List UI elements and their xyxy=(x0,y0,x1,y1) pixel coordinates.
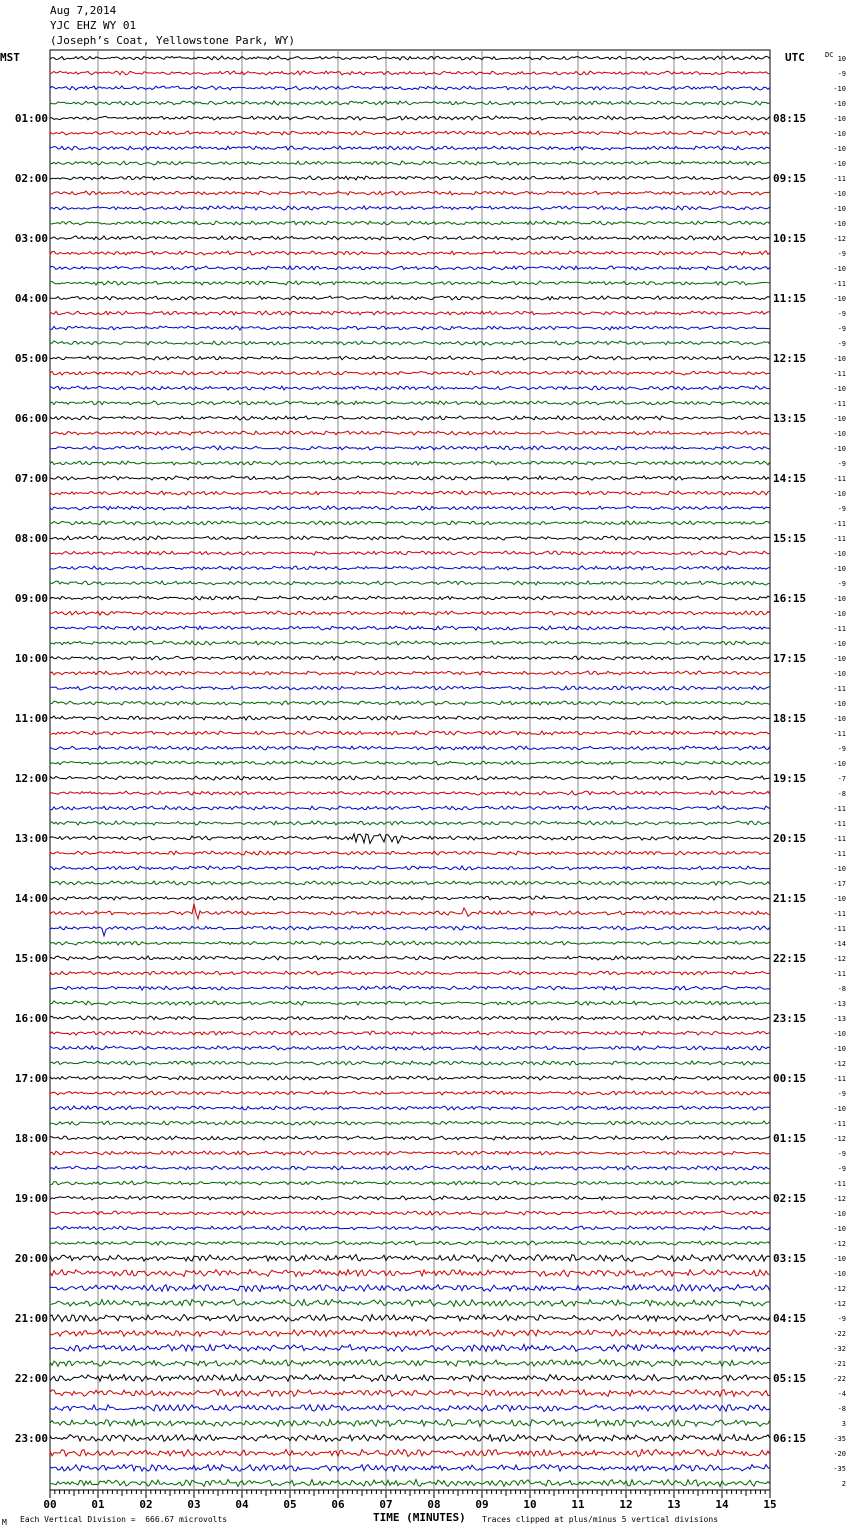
dc-offset-label: -12 xyxy=(833,235,846,243)
left-hour-label: 01:00 xyxy=(14,112,48,125)
dc-offset-label: -10 xyxy=(833,1255,846,1263)
seismic-trace xyxy=(50,1076,770,1080)
seismic-trace xyxy=(50,266,770,270)
seismic-trace xyxy=(50,1241,770,1245)
dc-offset-label: -10 xyxy=(833,130,846,138)
left-hour-label: 06:00 xyxy=(14,412,48,425)
seismic-trace xyxy=(50,1300,770,1307)
seismic-trace xyxy=(50,1001,770,1005)
left-hour-label: 22:00 xyxy=(14,1372,48,1385)
dc-offset-label: -8 xyxy=(837,790,846,798)
right-hour-label: 11:15 xyxy=(773,292,807,305)
dc-offset-label: -10 xyxy=(833,265,846,273)
dc-offset-label: -10 xyxy=(833,205,846,213)
dc-offset-label: -10 xyxy=(833,220,846,228)
dc-offset-label: -12 xyxy=(833,1135,846,1143)
dc-offset-label: 3 xyxy=(841,1420,846,1428)
seismic-trace xyxy=(50,701,770,705)
dc-offset-label: -11 xyxy=(833,1180,846,1188)
location-label: (Joseph’s Coat, Yellowstone Park, WY) xyxy=(50,34,296,47)
seismic-trace xyxy=(50,341,770,345)
dc-offset-label: -9 xyxy=(837,745,846,753)
dc-offset-label: -10 xyxy=(833,415,846,423)
dc-offset-label: -14 xyxy=(833,940,846,948)
x-tick-label: 02 xyxy=(139,1498,153,1511)
seismic-trace xyxy=(50,551,770,555)
dc-offset-label: -22 xyxy=(833,1375,846,1383)
seismic-trace xyxy=(50,161,770,165)
seismic-trace xyxy=(50,1166,770,1170)
right-hour-label: 12:15 xyxy=(773,352,807,365)
right-hour-label: 19:15 xyxy=(773,772,807,785)
seismic-trace xyxy=(50,206,770,210)
dc-offset-label: -10 xyxy=(833,1225,846,1233)
left-hour-label: 11:00 xyxy=(14,712,48,725)
dc-offset-label: -10 xyxy=(833,115,846,123)
seismic-trace xyxy=(50,881,770,885)
seismic-trace xyxy=(50,866,770,870)
dc-offset-label: -10 xyxy=(833,895,846,903)
seismic-trace xyxy=(50,1435,770,1442)
dc-offset-label: 10 xyxy=(837,55,846,63)
seismic-trace xyxy=(50,416,770,420)
seismic-trace xyxy=(50,296,770,300)
left-hour-label: 03:00 xyxy=(14,232,48,245)
seismic-trace xyxy=(50,446,770,450)
dc-offset-label: -7 xyxy=(837,775,846,783)
seismic-trace xyxy=(50,776,770,780)
left-hour-label: 08:00 xyxy=(14,532,48,545)
dc-offset-label: -10 xyxy=(833,760,846,768)
seismic-trace xyxy=(50,834,770,844)
right-hour-label: 22:15 xyxy=(773,952,807,965)
dc-offset-label: -9 xyxy=(837,70,846,78)
right-hour-label: 16:15 xyxy=(773,592,807,605)
dc-offset-label: -8 xyxy=(837,1405,846,1413)
seismic-trace xyxy=(50,671,770,675)
seismic-trace xyxy=(50,1420,770,1427)
dc-offset-label: -10 xyxy=(833,595,846,603)
seismic-trace xyxy=(50,116,770,120)
seismic-trace xyxy=(50,641,770,645)
left-hour-label: 10:00 xyxy=(14,652,48,665)
corner-mark: M xyxy=(2,1518,7,1527)
seismic-trace xyxy=(50,1405,770,1412)
seismic-trace xyxy=(50,596,770,600)
seismic-trace xyxy=(50,251,770,255)
seismic-trace xyxy=(50,146,770,150)
dc-offset-label: -10 xyxy=(833,160,846,168)
dc-offset-label: -9 xyxy=(837,325,846,333)
right-hour-label: 01:15 xyxy=(773,1132,807,1145)
left-hour-label: 04:00 xyxy=(14,292,48,305)
seismic-trace xyxy=(50,1091,770,1095)
right-hour-label: 04:15 xyxy=(773,1312,807,1325)
dc-offset-label: -9 xyxy=(837,250,846,258)
dc-offset-label: -11 xyxy=(833,730,846,738)
seismic-trace xyxy=(50,371,770,375)
dc-offset-label: -11 xyxy=(833,1120,846,1128)
dc-offset-label: -21 xyxy=(833,1360,846,1368)
dc-offset-label: -10 xyxy=(833,655,846,663)
right-hour-label: 14:15 xyxy=(773,472,807,485)
seismic-trace xyxy=(50,1031,770,1035)
dc-offset-label: -8 xyxy=(837,985,846,993)
dc-label: DC xyxy=(825,51,834,59)
seismic-trace xyxy=(50,1344,770,1351)
seismic-trace xyxy=(50,476,770,480)
seismic-trace xyxy=(50,731,770,735)
right-hour-label: 20:15 xyxy=(773,832,807,845)
seismic-trace xyxy=(50,1106,770,1110)
right-hour-label: 23:15 xyxy=(773,1012,807,1025)
dc-offset-label: -12 xyxy=(833,1060,846,1068)
seismic-trace xyxy=(50,986,770,990)
right-hour-label: 00:15 xyxy=(773,1072,807,1085)
dc-offset-label: -10 xyxy=(833,865,846,873)
seismic-trace xyxy=(50,221,770,225)
dc-offset-label: -35 xyxy=(833,1465,846,1473)
seismic-trace xyxy=(50,1136,770,1140)
seismic-trace xyxy=(50,386,770,390)
dc-offset-label: -12 xyxy=(833,1300,846,1308)
seismic-trace xyxy=(50,461,770,465)
seismic-trace xyxy=(50,686,770,690)
dc-offset-label: -10 xyxy=(833,85,846,93)
x-tick-label: 15 xyxy=(763,1498,777,1511)
right-hour-label: 10:15 xyxy=(773,232,807,245)
dc-offset-label: -9 xyxy=(837,1165,846,1173)
seismic-trace xyxy=(50,521,770,525)
right-hour-label: 13:15 xyxy=(773,412,807,425)
dc-offset-label: -9 xyxy=(837,1090,846,1098)
dc-offset-label: -32 xyxy=(833,1345,846,1353)
seismic-trace xyxy=(50,1315,770,1322)
left-hour-label: 12:00 xyxy=(14,772,48,785)
right-timezone-label: UTC xyxy=(785,51,805,64)
dc-offset-label: -10 xyxy=(833,1045,846,1053)
x-tick-label: 11 xyxy=(571,1498,585,1511)
right-hour-label: 09:15 xyxy=(773,172,807,185)
dc-offset-label: -9 xyxy=(837,505,846,513)
left-hour-label: 14:00 xyxy=(14,892,48,905)
dc-offset-label: -11 xyxy=(833,835,846,843)
left-hour-label: 23:00 xyxy=(14,1432,48,1445)
dc-offset-label: -12 xyxy=(833,1195,846,1203)
left-timezone-label: MST xyxy=(0,51,20,64)
dc-offset-label: -13 xyxy=(833,1000,846,1008)
dc-offset-label: -10 xyxy=(833,490,846,498)
dc-offset-label: -11 xyxy=(833,805,846,813)
seismic-trace xyxy=(50,1285,770,1292)
dc-offset-label: -9 xyxy=(837,580,846,588)
x-tick-label: 14 xyxy=(715,1498,729,1511)
left-hour-label: 17:00 xyxy=(14,1072,48,1085)
seismic-trace xyxy=(50,1151,770,1155)
seismic-trace xyxy=(50,821,770,825)
seismic-trace xyxy=(50,1330,770,1337)
seismic-trace xyxy=(50,1390,770,1397)
seismic-trace xyxy=(50,581,770,585)
seismic-trace xyxy=(50,326,770,330)
left-hour-label: 18:00 xyxy=(14,1132,48,1145)
seismic-trace xyxy=(50,926,770,936)
x-tick-label: 08 xyxy=(427,1498,441,1511)
dc-offset-label: -10 xyxy=(833,445,846,453)
seismic-trace xyxy=(50,1226,770,1230)
dc-offset-label: -35 xyxy=(833,1435,846,1443)
seismic-trace xyxy=(50,1255,770,1262)
dc-offset-label: -11 xyxy=(833,400,846,408)
x-tick-label: 06 xyxy=(331,1498,345,1511)
left-hour-label: 19:00 xyxy=(14,1192,48,1205)
x-tick-label: 03 xyxy=(187,1498,201,1511)
seismic-trace xyxy=(50,746,770,750)
dc-offset-label: -10 xyxy=(833,610,846,618)
right-hour-label: 17:15 xyxy=(773,652,807,665)
left-hour-label: 20:00 xyxy=(14,1252,48,1265)
dc-offset-label: -10 xyxy=(833,1105,846,1113)
dc-offset-label: -11 xyxy=(833,175,846,183)
dc-offset-label: -10 xyxy=(833,715,846,723)
seismic-trace xyxy=(50,716,770,720)
seismic-trace xyxy=(50,356,770,360)
dc-offset-label: -10 xyxy=(833,1030,846,1038)
seismic-trace xyxy=(50,761,770,765)
seismic-trace xyxy=(50,536,770,540)
scale-note: Each Vertical Division = 666.67 microvolts xyxy=(20,1515,228,1524)
dc-offset-label: 2 xyxy=(841,1480,846,1488)
seismic-trace xyxy=(50,101,770,105)
seismic-trace xyxy=(50,971,770,975)
dc-offset-label: -10 xyxy=(833,430,846,438)
dc-offset-label: -10 xyxy=(833,550,846,558)
dc-offset-label: -10 xyxy=(833,1270,846,1278)
seismic-trace xyxy=(50,904,770,919)
x-tick-label: 07 xyxy=(379,1498,393,1511)
seismic-trace xyxy=(50,191,770,195)
seismic-trace xyxy=(50,1061,770,1065)
x-axis-label: TIME (MINUTES) xyxy=(373,1511,466,1524)
seismic-trace xyxy=(50,1196,770,1200)
dc-offset-label: -10 xyxy=(833,355,846,363)
right-hour-label: 02:15 xyxy=(773,1192,807,1205)
left-hour-label: 16:00 xyxy=(14,1012,48,1025)
seismic-trace xyxy=(50,1121,770,1125)
seismic-trace xyxy=(50,941,770,945)
dc-offset-label: -10 xyxy=(833,670,846,678)
seismic-trace xyxy=(50,956,770,960)
seismic-trace xyxy=(50,236,770,240)
seismic-trace xyxy=(50,1016,770,1020)
dc-offset-label: -10 xyxy=(833,100,846,108)
dc-offset-label: -10 xyxy=(833,700,846,708)
dc-offset-label: -11 xyxy=(833,970,846,978)
seismic-trace xyxy=(50,1211,770,1215)
x-tick-label: 00 xyxy=(43,1498,57,1511)
seismic-trace xyxy=(50,431,770,435)
left-hour-label: 13:00 xyxy=(14,832,48,845)
dc-offset-label: -10 xyxy=(833,565,846,573)
seismic-trace xyxy=(50,281,770,285)
right-hour-label: 15:15 xyxy=(773,532,807,545)
seismic-trace xyxy=(50,1360,770,1367)
right-hour-label: 06:15 xyxy=(773,1432,807,1445)
seismic-trace xyxy=(50,611,770,615)
dc-offset-label: -10 xyxy=(833,295,846,303)
date-label: Aug 7,2014 xyxy=(50,4,117,17)
clip-note: Traces clipped at plus/minus 5 vertical divisions xyxy=(482,1515,719,1524)
seismic-trace xyxy=(50,1480,770,1487)
dc-offset-label: -9 xyxy=(837,310,846,318)
x-tick-label: 13 xyxy=(667,1498,681,1511)
dc-offset-label: -17 xyxy=(833,880,846,888)
dc-offset-label: -12 xyxy=(833,955,846,963)
dc-offset-label: -9 xyxy=(837,1150,846,1158)
dc-offset-label: -20 xyxy=(833,1450,846,1458)
seismic-trace xyxy=(50,1270,770,1277)
seismic-trace xyxy=(50,896,770,900)
left-hour-label: 09:00 xyxy=(14,592,48,605)
right-hour-label: 21:15 xyxy=(773,892,807,905)
seismic-trace xyxy=(50,1046,770,1050)
dc-offset-label: -11 xyxy=(833,685,846,693)
seismic-trace xyxy=(50,71,770,75)
left-hour-label: 02:00 xyxy=(14,172,48,185)
dc-offset-label: -11 xyxy=(833,535,846,543)
seismic-trace xyxy=(50,1181,770,1185)
seismic-trace xyxy=(50,56,770,60)
left-hour-label: 07:00 xyxy=(14,472,48,485)
seismic-trace xyxy=(50,1450,770,1457)
right-hour-label: 05:15 xyxy=(773,1372,807,1385)
dc-offset-label: -10 xyxy=(833,1210,846,1218)
dc-offset-label: -11 xyxy=(833,520,846,528)
seismic-trace xyxy=(50,506,770,510)
dc-offset-label: -11 xyxy=(833,850,846,858)
right-hour-label: 18:15 xyxy=(773,712,807,725)
x-tick-label: 12 xyxy=(619,1498,633,1511)
dc-offset-label: -11 xyxy=(833,475,846,483)
dc-offset-label: -9 xyxy=(837,460,846,468)
dc-offset-label: -11 xyxy=(833,1075,846,1083)
seismic-trace xyxy=(50,791,770,795)
seismic-trace xyxy=(50,311,770,315)
dc-offset-label: -11 xyxy=(833,820,846,828)
right-hour-label: 08:15 xyxy=(773,112,807,125)
dc-offset-label: -11 xyxy=(833,625,846,633)
seismic-trace xyxy=(50,1375,770,1382)
left-hour-label: 15:00 xyxy=(14,952,48,965)
dc-offset-label: -4 xyxy=(837,1390,846,1398)
dc-offset-label: -11 xyxy=(833,280,846,288)
x-tick-label: 05 xyxy=(283,1498,297,1511)
dc-offset-label: -12 xyxy=(833,1285,846,1293)
seismic-trace xyxy=(50,656,770,660)
seismic-trace xyxy=(50,851,770,855)
x-tick-label: 04 xyxy=(235,1498,249,1511)
right-hour-label: 03:15 xyxy=(773,1252,807,1265)
dc-offset-label: -13 xyxy=(833,1015,846,1023)
seismic-trace xyxy=(50,131,770,135)
seismic-trace xyxy=(50,491,770,495)
seismic-trace xyxy=(50,401,770,405)
seismic-trace xyxy=(50,806,770,810)
station-label: YJC EHZ WY 01 xyxy=(50,19,137,32)
seismic-trace xyxy=(50,1465,770,1472)
dc-offset-label: -10 xyxy=(833,145,846,153)
dc-offset-label: -10 xyxy=(833,640,846,648)
seismic-trace xyxy=(50,566,770,570)
left-hour-label: 05:00 xyxy=(14,352,48,365)
dc-offset-label: -22 xyxy=(833,1330,846,1338)
dc-offset-label: -9 xyxy=(837,340,846,348)
x-tick-label: 01 xyxy=(91,1498,105,1511)
dc-offset-label: -9 xyxy=(837,1315,846,1323)
dc-offset-label: -10 xyxy=(833,190,846,198)
dc-offset-label: -11 xyxy=(833,910,846,918)
dc-offset-label: -11 xyxy=(833,370,846,378)
x-tick-label: 09 xyxy=(475,1498,489,1511)
dc-offset-label: -11 xyxy=(833,925,846,933)
seismic-trace xyxy=(50,176,770,180)
seismic-trace xyxy=(50,626,770,630)
x-tick-label: 10 xyxy=(523,1498,537,1511)
seismic-trace xyxy=(50,86,770,90)
dc-offset-label: -12 xyxy=(833,1240,846,1248)
dc-offset-label: -10 xyxy=(833,385,846,393)
left-hour-label: 21:00 xyxy=(14,1312,48,1325)
